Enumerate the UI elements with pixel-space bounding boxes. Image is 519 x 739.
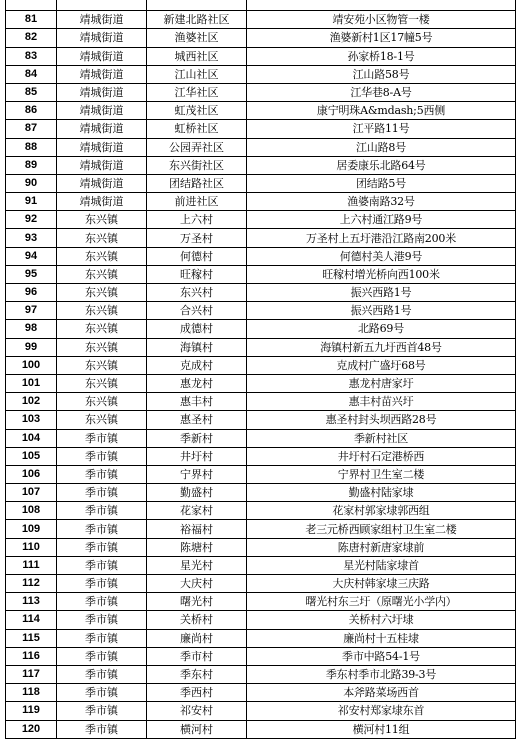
table-row	[6, 174, 516, 192]
site-address: 克成村广盛圩68号	[247, 356, 516, 374]
site-address: 本斧路菜场西首	[247, 684, 516, 702]
table-row	[6, 284, 516, 302]
street-name: 季市镇	[57, 611, 147, 629]
community-name: 季西村	[147, 684, 247, 702]
street-name: 靖城街道	[57, 193, 147, 211]
site-address: 江山路8号	[247, 138, 516, 156]
street-name: 东兴镇	[57, 229, 147, 247]
table-row	[6, 47, 516, 65]
street-name: 东兴镇	[57, 356, 147, 374]
table-row	[6, 575, 516, 593]
table-body	[6, 0, 516, 738]
community-name: 关桥村	[147, 611, 247, 629]
table-row	[6, 0, 516, 11]
street-name: 季市镇	[57, 702, 147, 720]
row-number: 92	[6, 211, 57, 229]
row-number: 118	[6, 684, 57, 702]
community-name: 大庆村	[147, 575, 247, 593]
table-row	[6, 593, 516, 611]
site-address: 渔婆新村1区17幢5号	[247, 29, 516, 47]
site-address: 振兴西路1号	[247, 284, 516, 302]
street-name: 季市镇	[57, 502, 147, 520]
community-name: 江山社区	[147, 65, 247, 83]
street-name: 东兴镇	[57, 374, 147, 392]
street-name: 靖城街道	[57, 174, 147, 192]
table-row	[6, 429, 516, 447]
table-row	[6, 538, 516, 556]
community-name: 祁安村	[147, 702, 247, 720]
table-row	[6, 265, 516, 283]
row-number: 109	[6, 520, 57, 538]
table-row	[6, 29, 516, 47]
community-name: 旺稼村	[147, 265, 247, 283]
table-row	[6, 356, 516, 374]
community-name: 新建北路社区	[147, 11, 247, 29]
street-name: 东兴镇	[57, 211, 147, 229]
row-number: 111	[6, 556, 57, 574]
community-name: 渔婆社区	[147, 29, 247, 47]
row-number: 113	[6, 593, 57, 611]
community-name: 公园弄社区	[147, 138, 247, 156]
row-number: 107	[6, 484, 57, 502]
community-name: 虹茂社区	[147, 102, 247, 120]
site-address: 大庆村韩家埭三庆路	[247, 575, 516, 593]
table-row	[6, 120, 516, 138]
street-name: 东兴镇	[57, 302, 147, 320]
site-address: 勤盛村陆家埭	[247, 484, 516, 502]
site-address: 宁界村卫生室二楼	[247, 465, 516, 483]
community-name: 星光村	[147, 556, 247, 574]
street-name: 靖城街道	[57, 65, 147, 83]
row-number: 95	[6, 265, 57, 283]
row-number: 81	[6, 11, 57, 29]
site-address: 旺稼村增光桥向西100米	[247, 265, 516, 283]
row-number: 101	[6, 374, 57, 392]
street-name: 季市镇	[57, 447, 147, 465]
site-address: 江平路11号	[247, 120, 516, 138]
row-number: 104	[6, 429, 57, 447]
row-number: 102	[6, 393, 57, 411]
row-number: 88	[6, 138, 57, 156]
site-address: 上六村通江路9号	[247, 211, 516, 229]
community-name: 团结路社区	[147, 174, 247, 192]
community-name: 前进社区	[147, 193, 247, 211]
street-name	[57, 0, 147, 11]
row-number: 120	[6, 720, 57, 738]
street-name: 东兴镇	[57, 320, 147, 338]
community-name: 惠龙村	[147, 374, 247, 392]
table-row	[6, 665, 516, 683]
community-name: 克成村	[147, 356, 247, 374]
site-address: 江山路58号	[247, 65, 516, 83]
table-row	[6, 629, 516, 647]
site-address: 海镇村新五九圩西首48号	[247, 338, 516, 356]
street-name: 靖城街道	[57, 156, 147, 174]
table-row	[6, 720, 516, 738]
table-row	[6, 320, 516, 338]
row-number: 117	[6, 665, 57, 683]
street-name: 东兴镇	[57, 284, 147, 302]
row-number: 119	[6, 702, 57, 720]
community-name: 曙光村	[147, 593, 247, 611]
community-name: 陈塘村	[147, 538, 247, 556]
row-number: 96	[6, 284, 57, 302]
site-address: 季市中路54-1号	[247, 647, 516, 665]
community-name: 上六村	[147, 211, 247, 229]
site-address: 季新村社区	[247, 429, 516, 447]
site-address: 靖安苑小区物管一楼	[247, 11, 516, 29]
row-number: 115	[6, 629, 57, 647]
table-row	[6, 193, 516, 211]
community-name: 城西社区	[147, 47, 247, 65]
community-name: 江华社区	[147, 83, 247, 101]
row-number: 105	[6, 447, 57, 465]
row-number: 116	[6, 647, 57, 665]
community-name: 横河村	[147, 720, 247, 738]
street-name: 东兴镇	[57, 247, 147, 265]
table-row	[6, 156, 516, 174]
community-name: 合兴村	[147, 302, 247, 320]
table-row	[6, 465, 516, 483]
row-number: 84	[6, 65, 57, 83]
street-name: 季市镇	[57, 665, 147, 683]
street-name: 季市镇	[57, 684, 147, 702]
table-row	[6, 647, 516, 665]
site-address: 廉尚村十五桂埭	[247, 629, 516, 647]
table-row	[6, 702, 516, 720]
community-name: 季新村	[147, 429, 247, 447]
street-name: 季市镇	[57, 575, 147, 593]
community-name: 花家村	[147, 502, 247, 520]
table-row	[6, 138, 516, 156]
row-number: 87	[6, 120, 57, 138]
community-name: 季东村	[147, 665, 247, 683]
row-number: 100	[6, 356, 57, 374]
site-address: 居委康乐北路64号	[247, 156, 516, 174]
row-number: 98	[6, 320, 57, 338]
street-name: 东兴镇	[57, 393, 147, 411]
site-address: 江华巷8-A号	[247, 83, 516, 101]
row-number: 90	[6, 174, 57, 192]
community-name: 勤盛村	[147, 484, 247, 502]
community-name: 东兴村	[147, 284, 247, 302]
street-name: 东兴镇	[57, 411, 147, 429]
site-address: 万圣村上五圩港沿江路南200米	[247, 229, 516, 247]
table-row	[6, 302, 516, 320]
community-name: 井圩村	[147, 447, 247, 465]
table-row	[6, 611, 516, 629]
table-row	[6, 411, 516, 429]
street-name: 季市镇	[57, 647, 147, 665]
site-address: 祁安村郑家埭东首	[247, 702, 516, 720]
table-row	[6, 502, 516, 520]
row-number: 114	[6, 611, 57, 629]
site-address: 横河村11组	[247, 720, 516, 738]
community-name	[147, 0, 247, 11]
community-name: 惠丰村	[147, 393, 247, 411]
site-address: 惠圣村封头坝西路28号	[247, 411, 516, 429]
row-number: 112	[6, 575, 57, 593]
site-address: 惠丰村苗兴圩	[247, 393, 516, 411]
site-address: 何德村美人港9号	[247, 247, 516, 265]
community-name: 宁界村	[147, 465, 247, 483]
street-name: 靖城街道	[57, 120, 147, 138]
community-name: 虹桥社区	[147, 120, 247, 138]
row-number: 86	[6, 102, 57, 120]
table-row	[6, 102, 516, 120]
community-name: 何德村	[147, 247, 247, 265]
row-number: 85	[6, 83, 57, 101]
community-name: 季市村	[147, 647, 247, 665]
community-name: 裕福村	[147, 520, 247, 538]
community-name: 惠圣村	[147, 411, 247, 429]
site-address: 陈唐村新唐家埭前	[247, 538, 516, 556]
community-name: 廉尚村	[147, 629, 247, 647]
table-row	[6, 229, 516, 247]
community-name: 万圣村	[147, 229, 247, 247]
street-name: 季市镇	[57, 720, 147, 738]
street-name: 靖城街道	[57, 29, 147, 47]
table-row	[6, 338, 516, 356]
site-address: 关桥村六圩埭	[247, 611, 516, 629]
street-name: 季市镇	[57, 629, 147, 647]
table-row	[6, 556, 516, 574]
row-number: 83	[6, 47, 57, 65]
site-address-table	[5, 0, 516, 739]
site-address: 康宁明珠A&mdash;5西侧	[247, 102, 516, 120]
street-name: 季市镇	[57, 484, 147, 502]
street-name: 靖城街道	[57, 11, 147, 29]
table-row	[6, 447, 516, 465]
table-row	[6, 211, 516, 229]
site-address: 渔婆南路32号	[247, 193, 516, 211]
site-address: 星光村陆家埭首	[247, 556, 516, 574]
community-name: 成德村	[147, 320, 247, 338]
street-name: 季市镇	[57, 520, 147, 538]
site-address: 北路69号	[247, 320, 516, 338]
table-row	[6, 374, 516, 392]
row-number: 108	[6, 502, 57, 520]
street-name: 季市镇	[57, 429, 147, 447]
street-name: 季市镇	[57, 538, 147, 556]
site-address: 季东村季市北路39-3号	[247, 665, 516, 683]
street-name: 靖城街道	[57, 47, 147, 65]
street-name: 东兴镇	[57, 265, 147, 283]
street-name: 季市镇	[57, 556, 147, 574]
row-number: 99	[6, 338, 57, 356]
table-row	[6, 520, 516, 538]
street-name: 季市镇	[57, 465, 147, 483]
site-address	[247, 0, 516, 11]
row-number: 89	[6, 156, 57, 174]
table-row	[6, 83, 516, 101]
table-row	[6, 684, 516, 702]
street-name: 靖城街道	[57, 138, 147, 156]
site-address: 井圩村石定港桥西	[247, 447, 516, 465]
row-number: 94	[6, 247, 57, 265]
row-number	[6, 0, 57, 11]
row-number: 82	[6, 29, 57, 47]
street-name: 季市镇	[57, 593, 147, 611]
table-row	[6, 393, 516, 411]
table-row	[6, 11, 516, 29]
row-number: 106	[6, 465, 57, 483]
row-number: 103	[6, 411, 57, 429]
street-name: 靖城街道	[57, 102, 147, 120]
row-number: 97	[6, 302, 57, 320]
row-number: 110	[6, 538, 57, 556]
site-address: 团结路5号	[247, 174, 516, 192]
site-address: 老三元桥西顾家组村卫生室二楼	[247, 520, 516, 538]
site-address: 花家村郭家埭郭西组	[247, 502, 516, 520]
table-row	[6, 247, 516, 265]
site-address: 曙光村东三圩（原曙光小学内）	[247, 593, 516, 611]
table-row	[6, 484, 516, 502]
document-sheet	[5, 0, 515, 739]
row-number: 91	[6, 193, 57, 211]
site-address: 振兴西路1号	[247, 302, 516, 320]
street-name: 靖城街道	[57, 83, 147, 101]
street-name: 东兴镇	[57, 338, 147, 356]
community-name: 东兴街社区	[147, 156, 247, 174]
row-number: 93	[6, 229, 57, 247]
community-name: 海镇村	[147, 338, 247, 356]
site-address: 孙家桥18-1号	[247, 47, 516, 65]
site-address: 惠龙村唐家圩	[247, 374, 516, 392]
table-row	[6, 65, 516, 83]
